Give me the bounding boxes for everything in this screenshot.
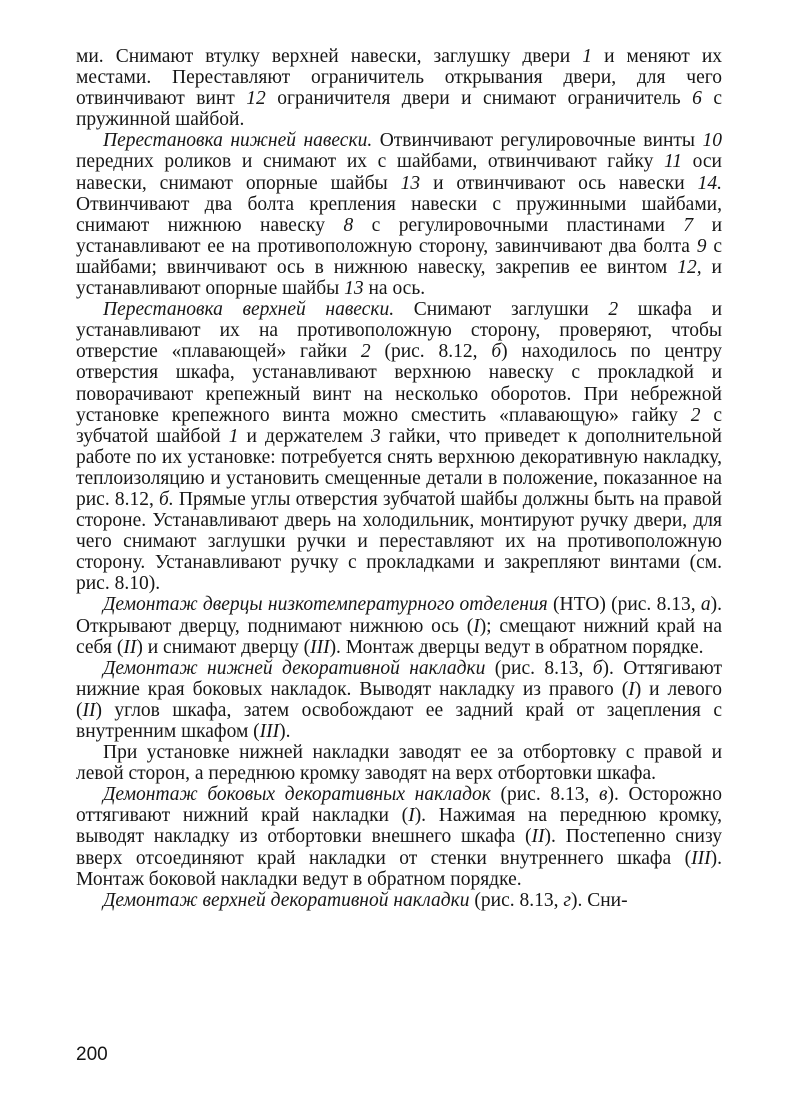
- text-run: ) углов шкафа, затем освобождают ее задний край от зацепления с внутренним шкафом (: [76, 699, 722, 742]
- italic-run: I: [628, 678, 635, 700]
- italic-run: 6: [692, 88, 702, 110]
- text-run: с регулировочными пластинами: [353, 214, 684, 236]
- text-run: на ось.: [363, 278, 426, 300]
- text-run: ). Оттягивают нижние края боковых накладок. Выводят накладку из правого (: [76, 657, 722, 700]
- paragraph-upper-trim: [76, 890, 722, 911]
- italic-run: III: [310, 636, 330, 658]
- text-run: ограничителя двери и снимают ограничитель: [265, 88, 693, 110]
- text-run: Отвинчивают два болта крепления навески с пружинными шайбами, снимают нижнюю навеску: [76, 193, 722, 236]
- text-run: и устанавливают опорные шайбы: [76, 256, 722, 300]
- text-run: ). Постепенно снизу вверх отсоединяют край накладки от стенки внутреннего шкафа (: [76, 826, 722, 869]
- paragraph-lower-hinge: [76, 130, 722, 299]
- text-run: (НТО) (рис. 8.13,: [547, 594, 701, 616]
- italic-run: Демонтаж верхней декоративной накладки: [103, 889, 470, 911]
- text-run: и меняют их местами. Переставляют ограничитель открывания двери, для чего отвинчивают винт: [76, 46, 723, 110]
- text-run: ми. Снимают втулку верхней навески, заглушку двери: [76, 46, 583, 67]
- text-run: с зубчатой шайбой: [76, 404, 723, 447]
- paragraph-lower-trim-install: [76, 742, 722, 784]
- italic-run: 8: [343, 214, 354, 236]
- text-run: (рис. 8.13,: [469, 889, 564, 911]
- italic-run: III: [259, 721, 280, 742]
- italic-run: 11: [663, 151, 683, 173]
- italic-run: 1: [228, 425, 239, 447]
- italic-run: 3: [370, 425, 381, 447]
- paragraph-nto-door: [76, 594, 722, 657]
- italic-run: Демонтаж нижней декоративной накладки: [103, 657, 486, 679]
- italic-run: 14.: [697, 172, 722, 194]
- italic-run: 1: [582, 46, 593, 67]
- italic-run: а: [700, 594, 711, 616]
- italic-run: б.: [159, 488, 174, 510]
- italic-run: I: [408, 805, 415, 827]
- text-run: оси навески, снимают опорные шайбы: [76, 151, 722, 194]
- italic-run: II: [123, 636, 137, 658]
- italic-run: 13: [344, 278, 364, 300]
- italic-run: III: [691, 847, 711, 869]
- italic-run: 12,: [677, 256, 702, 278]
- paragraph-continuation: [76, 46, 722, 130]
- text-run: ). Нажимая на переднюю кромку, выводят накладку из отбортовки внешнего шкафа (: [76, 805, 722, 848]
- text-run: (рис. 8.13,: [485, 657, 593, 679]
- italic-run: 2: [360, 341, 371, 363]
- text-run: Прямые углы отверстия зубчатой шайбы должны быть на правой стороне. Устанавливают дверь на холодильник, монтируют ручку двери, для чего снимают заглушки ручки и переставляют их на противоположную сторону. Устанавливают ручку с прокладками и закрепляют винтами (см. рис. 8.10).: [76, 488, 722, 595]
- italic-run: 7: [683, 214, 694, 236]
- text-run: ) и левого (: [76, 678, 722, 721]
- italic-run: 13: [400, 172, 421, 194]
- italic-run: г: [563, 889, 571, 911]
- text-run: ); смещают нижний край на себя (: [76, 615, 722, 658]
- text-run: Отвинчивают регулировочные винты: [372, 130, 703, 152]
- text-run: ). Сни-: [570, 889, 628, 911]
- paragraph-upper-hinge: [76, 299, 722, 594]
- italic-run: Перестановка нижней навески.: [103, 130, 373, 152]
- italic-run: Демонтаж дверцы низкотемпературного отделения: [103, 594, 548, 616]
- text-run: гайки, что приведет к дополнительной работе по их установке: потребуется снять верхнюю декоративную накладку, теплоизоляцию и установить смещенные детали в положение, показанное на рис. 8.12,: [76, 425, 722, 510]
- paragraph-side-trims: [76, 784, 722, 889]
- italic-run: II: [82, 699, 96, 721]
- page-number: 200: [76, 1044, 108, 1065]
- text-run: ). Открывают дверцу, поднимают нижнюю ось (: [76, 594, 722, 637]
- paragraph-lower-trim: [76, 658, 722, 742]
- body-text: [76, 46, 722, 911]
- text-run: и держателем: [238, 425, 371, 447]
- text-run: Снимают заглушки: [394, 299, 609, 321]
- text-run: шкафа и устанавливают их на противоположную сторону, проверяют, чтобы отверстие «плавающей» гайки: [76, 299, 723, 363]
- italic-run: 2: [608, 299, 619, 321]
- text-run: ). Монтаж дверцы ведут в обратном порядке.: [329, 636, 704, 658]
- text-run: ) и снимают дверцу (: [136, 636, 311, 658]
- text-run: (рис. 8.12,: [370, 341, 492, 363]
- text-run: и устанавливают ее на противоположную сторону, завинчивают два болта: [76, 214, 723, 257]
- italic-run: в: [599, 784, 608, 806]
- italic-run: 2: [690, 404, 701, 426]
- text-run: (рис. 8.13,: [490, 784, 600, 806]
- italic-run: Демонтаж боковых декоративных накладок: [103, 784, 491, 806]
- italic-run: Перестановка верхней навески.: [103, 299, 395, 321]
- text-run: ) находилось по центру отверстия шкафа, устанавливают верхнюю навеску с прокладкой и поворачивают крепежный винт на несколько оборотов. При небрежной установке крепежного винта можно сместить «плавающую» гайку: [76, 341, 722, 426]
- italic-run: 10: [702, 130, 722, 152]
- italic-run: I: [473, 615, 480, 637]
- text-run: с пружинной шайбой.: [76, 88, 723, 131]
- italic-run: б: [491, 341, 502, 363]
- italic-run: 12: [246, 88, 266, 110]
- text-run: передних роликов и снимают их с шайбами, отвинчивают гайку: [76, 151, 664, 173]
- italic-run: 9: [696, 235, 707, 257]
- text-run: При установке нижней накладки заводят ее за отбортовку с правой и левой сторон, а переднюю кромку заводят на верх отбортовки шкафа.: [76, 742, 722, 785]
- italic-run: II: [531, 826, 545, 848]
- text-run: ). Монтаж боковой накладки ведут в обратном порядке.: [76, 847, 722, 890]
- text-run: с шайбами; ввинчивают ось в нижнюю навеску, закрепив ее винтом: [76, 235, 723, 278]
- italic-run: б: [592, 657, 603, 679]
- text-run: и отвинчивают ось навески: [420, 172, 698, 194]
- text-run: ).: [279, 721, 291, 742]
- text-run: ). Осторожно оттягивают нижний край накладки (: [76, 784, 722, 827]
